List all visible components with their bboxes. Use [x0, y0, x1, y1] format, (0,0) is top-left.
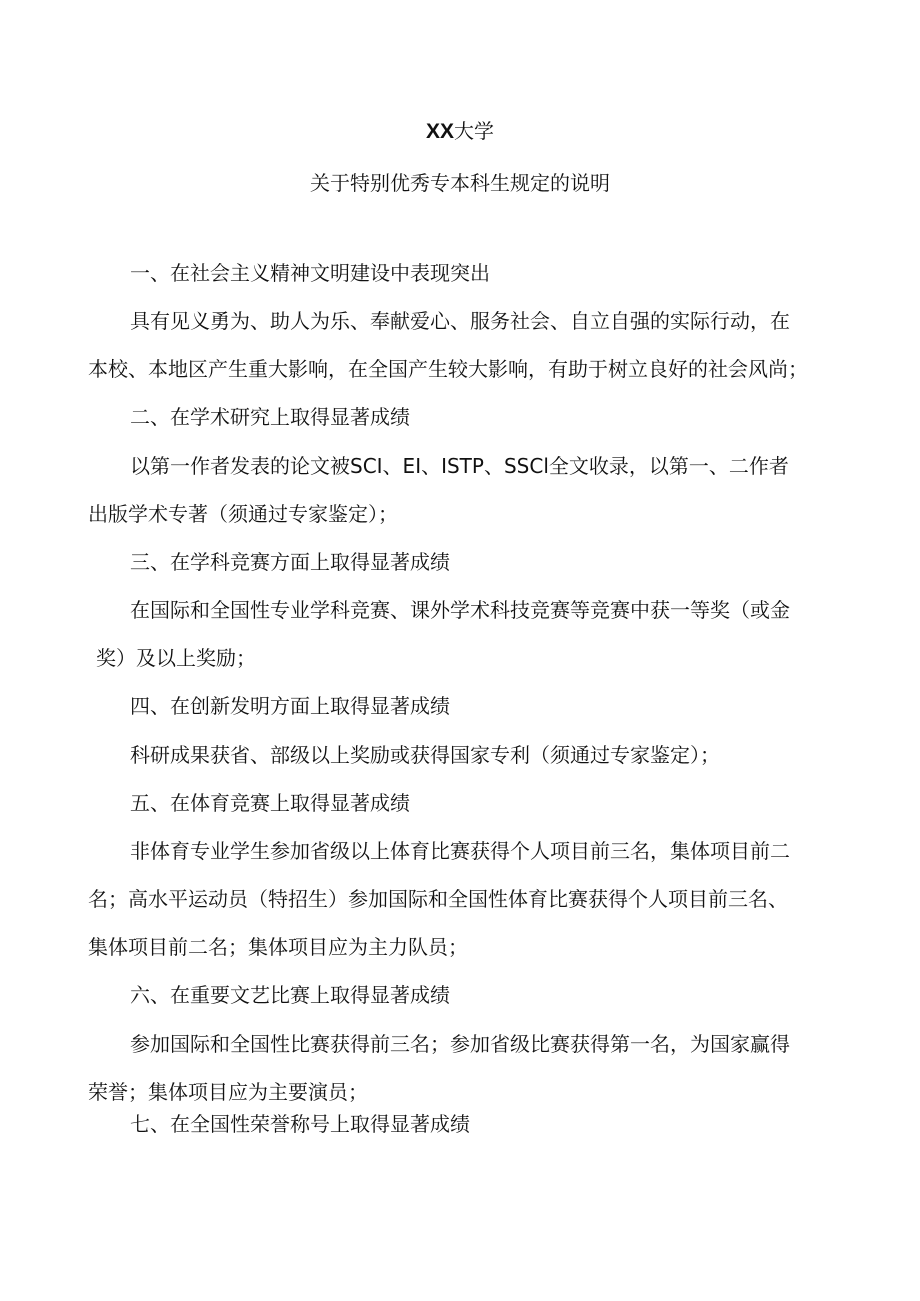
section-heading-3: 三、在学科竞赛方面上取得显著成绩 [130, 550, 450, 574]
section-6-paragraph-line-1: 参加国际和全国性比赛获得前三名；参加省级比赛获得第一名，为国家赢得 [130, 1032, 790, 1056]
section-heading-1: 一、在社会主义精神文明建设中表现突出 [130, 261, 490, 285]
document-subtitle: 关于特别优秀专本科生规定的说明 [310, 171, 610, 195]
section-5-paragraph-line-3: 集体项目前二名；集体项目应为主力队员； [88, 935, 468, 959]
section-heading-2: 二、在学术研究上取得显著成绩 [130, 405, 410, 429]
document-title [0, 116, 920, 147]
section-5-paragraph-line-1: 非体育专业学生参加省级以上体育比赛获得个人项目前三名，集体项目前二 [130, 839, 790, 863]
section-5-paragraph-line-2: 名；高水平运动员（特招生）参加国际和全国性体育比赛获得个人项目前三名、 [88, 887, 788, 911]
section-3-paragraph-line-1: 在国际和全国性专业学科竞赛、课外学术科技竞赛等竞赛中获一等奖（或金 [130, 598, 790, 622]
section-1-paragraph-line-2: 本校、本地区产生重大影响，在全国产生较大影响，有助于树立良好的社会风尚； [88, 357, 808, 381]
section-heading-6: 六、在重要文艺比赛上取得显著成绩 [130, 983, 450, 1007]
section-heading-4: 四、在创新发明方面上取得显著成绩 [130, 694, 450, 718]
section-heading-5: 五、在体育竞赛上取得显著成绩 [130, 791, 410, 815]
title-rest: 大学 [454, 119, 494, 143]
section-heading-7: 七、在全国性荣誉称号上取得显著成绩 [130, 1112, 470, 1136]
section-3-paragraph-line-2: 奖）及以上奖励； [96, 646, 256, 670]
section-2-paragraph-line-2: 出版学术专著（须通过专家鉴定）； [88, 502, 398, 526]
section-2-paragraph-line-1: 以第一作者发表的论文被SCI、EI、ISTP、SSCl全文收录，以第一、二作者 [130, 454, 789, 478]
section-6-paragraph-line-2: 荣誉；集体项目应为主要演员； [88, 1080, 368, 1104]
section-1-paragraph-line-1: 具有见义勇为、助人为乐、奉献爱心、服务社会、自立自强的实际行动，在 [130, 309, 790, 333]
section-4-paragraph-line-1: 科研成果获省、部级以上奖励或获得国家专利（须通过专家鉴定）； [130, 743, 720, 767]
title-xx: XX [425, 120, 454, 143]
